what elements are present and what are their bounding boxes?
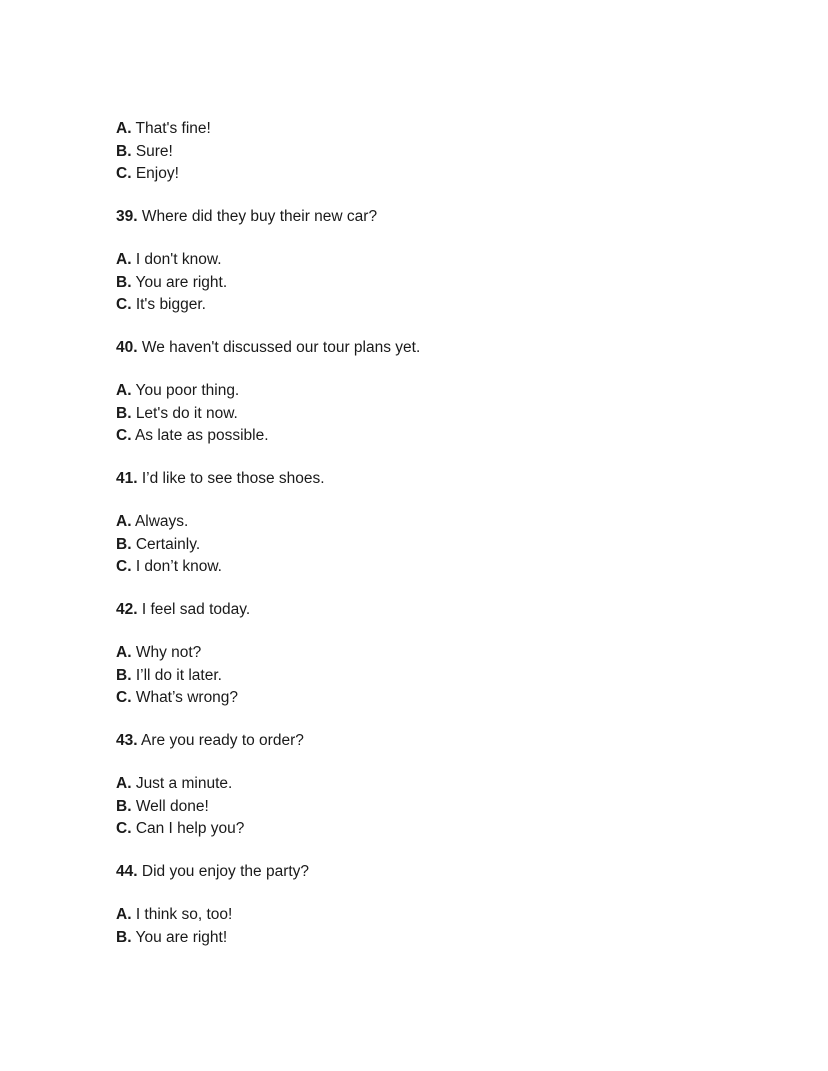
- option-text: Certainly.: [135, 535, 201, 553]
- option-letter: C.: [116, 296, 132, 313]
- option-text: Sure!: [135, 142, 173, 160]
- spacer: [116, 753, 776, 774]
- option-c: [116, 294, 776, 317]
- option-b: [116, 796, 776, 819]
- continuation-options: [116, 118, 776, 186]
- option-letter: A.: [116, 513, 132, 530]
- question-prompt: Did you enjoy the party?: [141, 863, 310, 880]
- document-page: [116, 118, 776, 949]
- option-a: [116, 773, 776, 796]
- option-letter: B.: [116, 535, 132, 553]
- option-text: You poor thing.: [135, 382, 240, 399]
- option-text: Just a minute.: [135, 775, 233, 792]
- option-text: You are right!: [135, 928, 228, 946]
- option-text: I think so, too!: [135, 906, 233, 923]
- option-b: [116, 272, 776, 295]
- spacer: [116, 841, 776, 862]
- question-number: 41.: [116, 470, 138, 487]
- option-b: [116, 665, 776, 688]
- option-text: Let's do it now.: [135, 404, 238, 422]
- spacer: [116, 622, 776, 643]
- option-letter: A.: [116, 775, 132, 792]
- question-41: [116, 468, 776, 491]
- option-text: Well done!: [135, 797, 209, 815]
- question-number: 43.: [116, 732, 138, 749]
- option-a: [116, 511, 776, 534]
- question-number: 42.: [116, 601, 138, 618]
- question-39: [116, 206, 776, 229]
- question-43: [116, 730, 776, 753]
- option-b: [116, 141, 776, 164]
- option-letter: B.: [116, 928, 132, 946]
- question-44: [116, 861, 776, 884]
- spacer: [116, 317, 776, 338]
- option-a: [116, 642, 776, 665]
- option-b: [116, 534, 776, 557]
- option-a: [116, 118, 776, 141]
- question-prompt: I’d like to see those shoes.: [141, 470, 325, 487]
- option-text: You are right.: [135, 273, 228, 291]
- option-letter: B.: [116, 797, 132, 815]
- option-text: I’ll do it later.: [135, 666, 222, 684]
- option-letter: B.: [116, 273, 132, 291]
- option-letter: A.: [116, 120, 132, 137]
- spacer: [116, 491, 776, 512]
- option-text: Why not?: [135, 644, 202, 661]
- question-number: 39.: [116, 208, 138, 225]
- option-letter: C.: [116, 427, 132, 444]
- option-letter: C.: [116, 558, 132, 575]
- question-prompt: Are you ready to order?: [141, 732, 304, 749]
- question-prompt: Where did they buy their new car?: [141, 208, 378, 225]
- option-text: Always.: [134, 513, 189, 530]
- option-letter: B.: [116, 404, 132, 422]
- option-text: What’s wrong?: [135, 689, 239, 706]
- option-text: I don't know.: [135, 251, 222, 268]
- option-c: [116, 818, 776, 841]
- question-42: [116, 599, 776, 622]
- spacer: [116, 579, 776, 600]
- spacer: [116, 448, 776, 469]
- option-text: That's fine!: [135, 120, 211, 137]
- option-text: As late as possible.: [134, 427, 269, 444]
- question-number: 40.: [116, 339, 138, 356]
- spacer: [116, 360, 776, 381]
- option-letter: B.: [116, 666, 132, 684]
- option-c: [116, 687, 776, 710]
- option-b: [116, 403, 776, 426]
- question-number: 44.: [116, 863, 138, 880]
- option-c: [116, 163, 776, 186]
- option-text: Can I help you?: [135, 820, 245, 837]
- question-40: [116, 337, 776, 360]
- spacer: [116, 186, 776, 207]
- option-letter: A.: [116, 382, 132, 399]
- option-c: [116, 556, 776, 579]
- spacer: [116, 229, 776, 250]
- spacer: [116, 710, 776, 731]
- question-prompt: We haven't discussed our tour plans yet.: [141, 339, 421, 356]
- spacer: [116, 884, 776, 905]
- option-text: I don’t know.: [135, 558, 222, 575]
- option-letter: C.: [116, 820, 132, 837]
- option-letter: A.: [116, 644, 132, 661]
- option-letter: C.: [116, 165, 132, 182]
- option-c: [116, 425, 776, 448]
- question-prompt: I feel sad today.: [141, 601, 251, 618]
- option-letter: A.: [116, 251, 132, 268]
- option-letter: B.: [116, 142, 132, 160]
- option-letter: A.: [116, 906, 132, 923]
- option-a: [116, 249, 776, 272]
- option-a: [116, 904, 776, 927]
- option-text: Enjoy!: [135, 165, 179, 182]
- option-text: It's bigger.: [135, 296, 206, 313]
- option-letter: C.: [116, 689, 132, 706]
- option-a: [116, 380, 776, 403]
- option-b: [116, 927, 776, 950]
